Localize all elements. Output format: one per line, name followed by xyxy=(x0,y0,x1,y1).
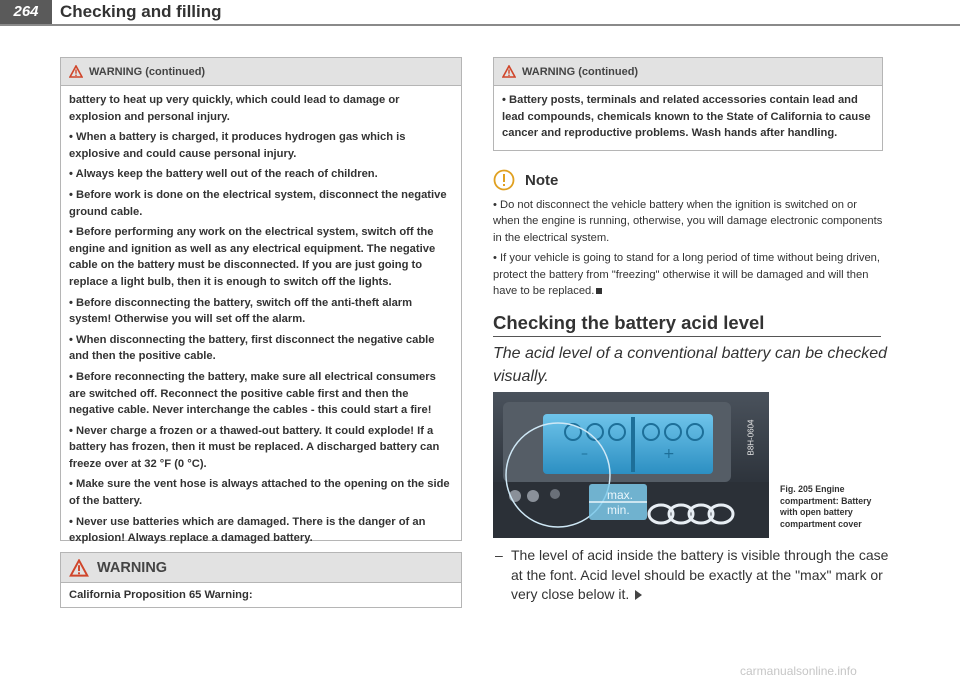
warning-heading: WARNING (continued) xyxy=(522,65,639,78)
warning-continued-box xyxy=(60,57,462,545)
section-title: Checking and filling xyxy=(60,2,222,21)
header-rule xyxy=(0,24,960,26)
warning-body xyxy=(61,86,461,555)
note-item-text: • If your vehicle is going to stand for a long period of time without being driven, protect the battery from "freezing" otherwise it will be damaged and will then have to be replaced. xyxy=(493,252,880,298)
warning-header xyxy=(61,58,461,86)
instruction-step xyxy=(493,546,893,605)
warning-paragraph: • Before work is done on the electrical system, disconnect the negative ground cable. xyxy=(69,188,447,218)
note-title: Note xyxy=(525,171,559,189)
warning-paragraph: • Always keep the battery well out of the reach of children. xyxy=(69,168,378,181)
step-text: The level of acid inside the battery is visible through the case at the font. Acid level should be exactly at the "max" mark or very close below it. xyxy=(511,547,889,602)
battery-illustration xyxy=(493,392,769,538)
step-dash: – xyxy=(495,547,503,563)
watermark: carmanualsonline.info xyxy=(740,664,857,678)
note-exclamation-icon xyxy=(493,169,515,191)
continue-arrow-icon xyxy=(635,590,642,600)
warning-paragraph: • When a battery is charged, it produces hydrogen gas which is explosive and could cause personal injury. xyxy=(69,131,406,160)
warning-paragraph: • Before disconnecting the battery, switch off the anti-theft alarm system! Otherwise you will set off the alarm. xyxy=(69,296,413,326)
note-item: • Do not disconnect the vehicle battery when the ignition is switched on or when the engine is running, otherwise, you will damage electronic components in the electrical system. xyxy=(493,199,883,244)
warning-paragraph: • Never use batteries which are damaged. There is the danger of an explosion! Always replace a damaged battery. xyxy=(69,515,426,545)
warning-continued-box-right xyxy=(493,57,883,151)
note-body xyxy=(493,197,883,303)
min-label: min. xyxy=(607,503,630,517)
note-item xyxy=(493,250,883,299)
svg-text:+: + xyxy=(663,446,675,462)
warning-paragraph: battery to heat up very quickly, which could lead to damage or explosion and personal injury. xyxy=(69,94,400,123)
section-heading: Checking the battery acid level xyxy=(493,312,765,333)
warning-body: • Battery posts, terminals and related accessories contain lead and lead compounds, chemicals known to the State of California to cause cancer and reproductive problems. Wash hands after handling. xyxy=(502,94,871,140)
section-intro: The acid level of a conventional battery can be checked visually. xyxy=(493,345,888,385)
note-header xyxy=(493,169,558,191)
prop65-header xyxy=(61,553,461,583)
battery-figure xyxy=(493,392,769,538)
prop65-heading: WARNING xyxy=(97,559,168,576)
page-header xyxy=(0,0,960,28)
figure-caption: Fig. 205 Engine compartment: Battery with open battery compartment cover xyxy=(780,484,872,529)
warning-triangle-icon xyxy=(502,65,516,78)
warning-paragraph: • Before reconnecting the battery, make sure all electrical consumers are switched off. Reconnect the positive cable first and then the negative cable. Never interchange the cables - this could start a fire! xyxy=(69,370,436,417)
end-of-section-icon xyxy=(596,288,602,294)
page-number: 264 xyxy=(0,0,52,24)
warning-paragraph: • Make sure the vent hose is always attached to the opening on the side of the battery. xyxy=(69,478,450,508)
section-heading-rule xyxy=(493,336,881,337)
figure-code-text: B8H-0604 xyxy=(746,419,756,456)
warning-header xyxy=(494,58,882,86)
warning-paragraph: • Before performing any work on the electrical system, switch off the engine and ignition as well as any electrical equipment. The negative cable on the battery must be disconnected. If you are just going to replace a light bulb, then it is enough to switch off the lights. xyxy=(69,226,436,288)
prop65-text: California Proposition 65 Warning: xyxy=(69,589,253,601)
warning-heading: WARNING (continued) xyxy=(89,65,206,78)
warning-triangle-icon xyxy=(69,559,89,577)
prop65-warning-box xyxy=(60,552,462,608)
warning-paragraph: • When disconnecting the battery, first disconnect the negative cable and then the positive cable. xyxy=(69,333,435,363)
svg-text:–: – xyxy=(581,446,588,462)
warning-paragraph: • Never charge a frozen or a thawed-out battery. It could explode! If a battery has frozen, then it must be replaced. A discharged battery can freeze over at 32 °F (0 °C). xyxy=(69,424,440,470)
max-label: max. xyxy=(607,488,634,502)
step-text-wrap xyxy=(511,546,893,605)
warning-triangle-icon xyxy=(69,65,83,78)
figure-code xyxy=(742,398,760,478)
